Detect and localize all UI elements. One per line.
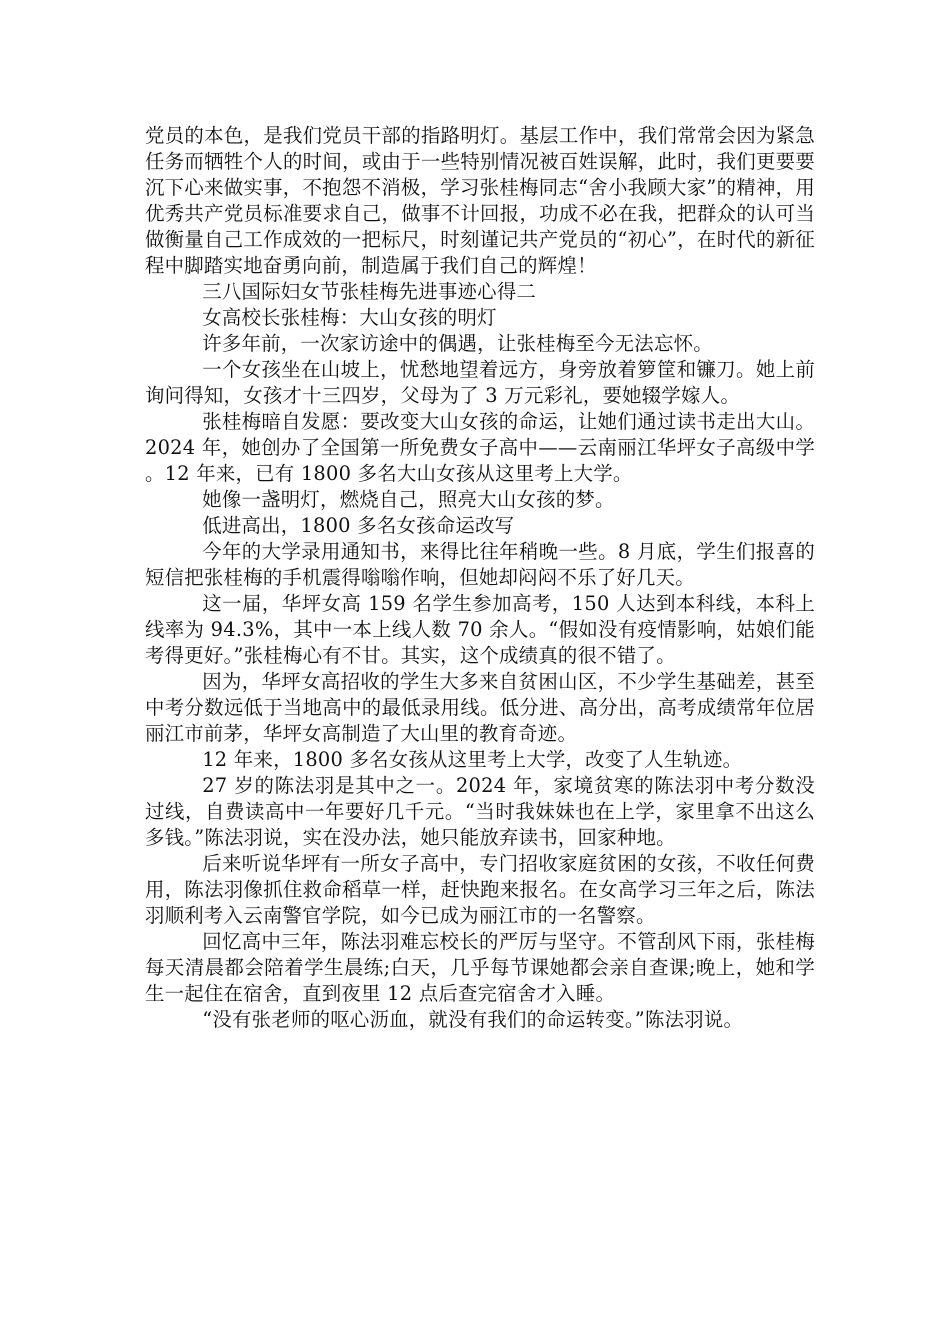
paragraph: 回忆高中三年，陈法羽难忘校长的严厉与坚守。不管刮风下雨，张桂梅每天清晨都会陪着学生晨练;白天，几乎每节课她都会亲自查课;晚上，她和学生一起住在宿舍，直到夜里 12 点后查完宿舍才入睡。: [145, 930, 815, 1005]
document-body: [145, 123, 815, 1033]
paragraph: 她像一盏明灯，燃烧自己，照亮大山女孩的梦。: [202, 488, 615, 511]
paragraph: 党员的本色，是我们党员干部的指路明灯。基层工作中，我们常常会因为紧急任务而牺牲个人的时间，或由于一些特别情况被百姓误解，此时，我们更要要沉下心来做实事，不抱怨不消极，学习张桂梅同志“舍小我顾大家”的精神，用优秀共产党员标准要求自己，做事不计回报，功成不必在我，把群众的认可当做衡量自己工作成效的一把标尺，时刻谨记共产党员的“初心”，在时代的新征程中脚踏实地奋勇向前，制造属于我们自己的辉煌！: [145, 124, 815, 277]
paragraph: 因为，华坪女高招收的学生大多来自贫困山区，不少学生基础差，甚至中考分数远低于当地高中的最低录用线。低分进、高分出，高考成绩常年位居丽江市前茅，华坪女高制造了大山里的教育奇迹。: [145, 670, 815, 745]
paragraph: 一个女孩坐在山坡上，忧愁地望着远方，身旁放着箩筐和镰刀。她上前询问得知，女孩才十三四岁，父母为了 3 万元彩礼，要她辍学嫁人。: [145, 358, 815, 407]
paragraph: 12 年来，1800 多名女孩从这里考上大学，改变了人生轨迹。: [202, 748, 743, 771]
section-title: 三八国际妇女节张桂梅先进事迹心得二: [202, 280, 537, 303]
article-headline: 女高校长张桂梅：大山女孩的明灯: [202, 306, 497, 329]
paragraph: 今年的大学录用通知书，来得比往年稍晚一些。8 月底，学生们报喜的短信把张桂梅的手机震得嗡嗡作响，但她却闷闷不乐了好几天。: [145, 540, 815, 589]
paragraph: 许多年前，一次家访途中的偶遇，让张桂梅至今无法忘怀。: [202, 332, 713, 355]
paragraph: “没有张老师的呕心沥血，就没有我们的命运转变。”陈法羽说。: [202, 1008, 744, 1031]
paragraph: 这一届，华坪女高 159 名学生参加高考，150 人达到本科线，本科上线率为 94.3%，其中一本上线人数 70 余人。“假如没有疫情影响，姑娘们能考得更好。”张桂梅心有不甘。其实，这个成绩真的很不错了。: [145, 592, 815, 667]
paragraph: 后来听说华坪有一所女子高中，专门招收家庭贫困的女孩，不收任何费用，陈法羽像抓住救命稻草一样，赶快跑来报名。在女高学习三年之后，陈法羽顺利考入云南警官学院，如今已成为丽江市的一名警察。: [145, 852, 815, 927]
subheading: 低进高出，1800 多名女孩命运改写: [202, 514, 515, 537]
paragraph: 27 岁的陈法羽是其中之一。2024 年，家境贫寒的陈法羽中考分数没过线，自费读高中一年要好几千元。“当时我妹妹也在上学，家里拿不出这么多钱。”陈法羽说，实在没办法，她只能放弃读书，回家种地。: [145, 774, 815, 849]
paragraph: 张桂梅暗自发愿：要改变大山女孩的命运，让她们通过读书走出大山。2024 年，她创办了全国第一所免费女子高中——云南丽江华坪女子高级中学。12 年来，已有 1800 多名大山女孩从这里考上大学。: [145, 410, 815, 485]
